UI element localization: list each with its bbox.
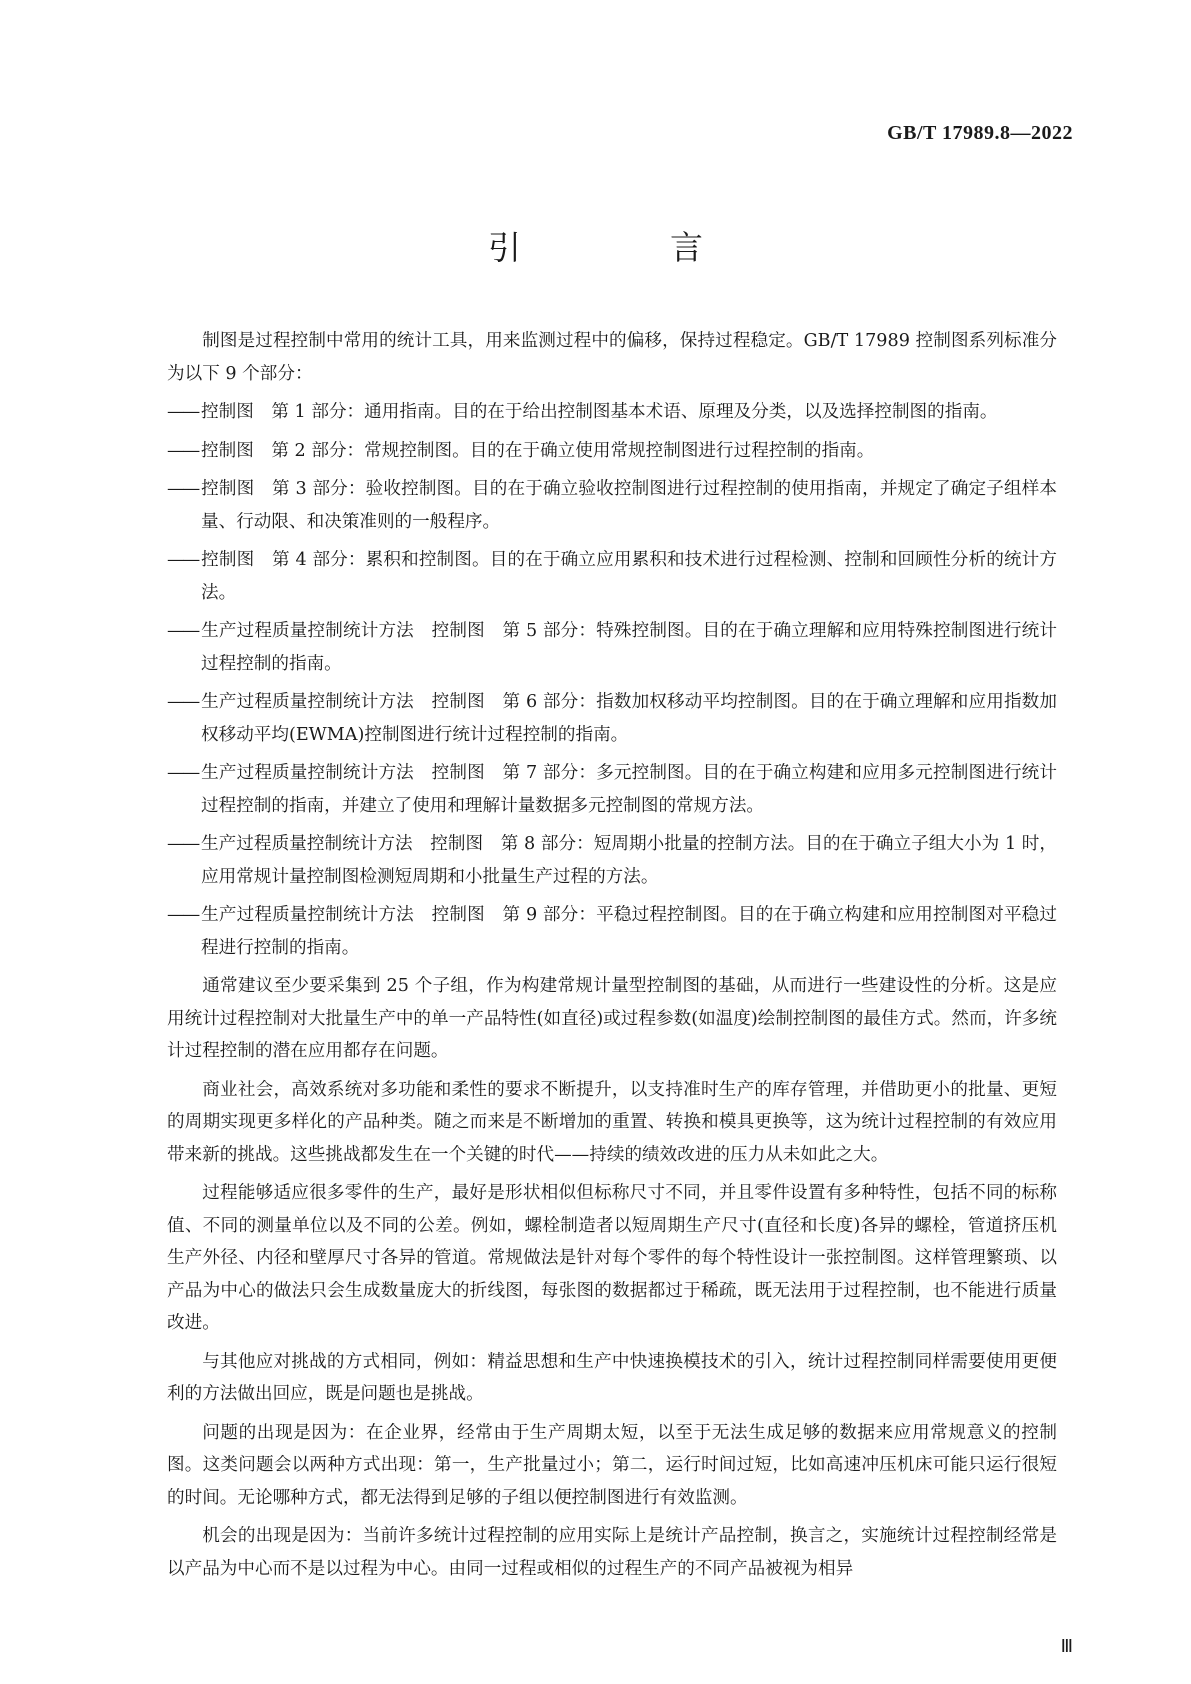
dash-marker: —— xyxy=(167,479,199,499)
dash-marker: —— xyxy=(167,550,199,570)
body-paragraph: 机会的出现是因为：当前许多统计过程控制的应用实际上是统计产品控制，换言之，实施统计过程控制经常是以产品为中心而不是以过程为中心。由同一过程或相似的过程生产的不同产品被视为相异 xyxy=(167,1526,1057,1579)
list-item: —— 控制图 第 4 部分：累积和控制图。目的在于确立应用累积和技术进行过程检测、控制和回顾性分析的统计方法。 xyxy=(167,544,1057,609)
list-item: —— 生产过程质量控制统计方法 控制图 第 8 部分：短周期小批量的控制方法。目的在于确立子组大小为 1 时，应用常规计量控制图检测短周期和小批量生产过程的方法。 xyxy=(167,828,1057,893)
dash-marker: —— xyxy=(167,440,199,461)
intro-paragraph: 制图是过程控制中常用的统计工具，用来监测过程中的偏移，保持过程稳定。GB/T 17989 控制图系列标准分为以下 9 个部分： xyxy=(167,331,1057,384)
dash-marker: —— xyxy=(167,834,199,854)
body-paragraph: 过程能够适应很多零件的生产，最好是形状相似但标称尺寸不同，并且零件设置有多种特性，包括不同的标称值、不同的测量单位以及不同的公差。例如，螺栓制造者以短周期生产尺寸(直径和长度)各异的螺栓，管道挤压机生产外径、内径和壁厚尺寸各异的管道。常规做法是针对每个零件的每个特性设计一张控制图。这样管理繁琐、以产品为中心的做法只会生成数量庞大的折线图，每张图的数据都过于稀疏，既无法用于过程控制，也不能进行质量改进。 xyxy=(167,1183,1057,1333)
body-paragraph: 通常建议至少要采集到 25 个子组，作为构建常规计量型控制图的基础，从而进行一些建设性的分析。这是应用统计过程控制对大批量生产中的单一产品特性(如直径)或过程参数(如温度)绘制控制图的最佳方式。然而，许多统计过程控制的潜在应用都存在问题。 xyxy=(167,976,1057,1061)
dash-marker: —— xyxy=(167,905,199,925)
list-item: —— 控制图 第 2 部分：常规控制图。目的在于确立使用常规控制图进行过程控制的指南。 xyxy=(167,435,1057,468)
page-title: 引 言 xyxy=(488,228,761,267)
dash-marker: —— xyxy=(167,763,199,783)
dash-marker: —— xyxy=(167,692,199,712)
parts-list xyxy=(167,396,1057,964)
page-number: Ⅲ xyxy=(1060,1636,1073,1656)
document-body xyxy=(167,325,1057,1591)
body-paragraph: 与其他应对挑战的方式相同，例如：精益思想和生产中快速换模技术的引入，统计过程控制同样需要使用更便利的方法做出回应，既是问题也是挑战。 xyxy=(167,1351,1057,1404)
body-paragraph: 问题的出现是因为：在企业界，经常由于生产周期太短，以至于无法生成足够的数据来应用常规意义的控制图。这类问题会以两种方式出现：第一，生产批量过小；第二，运行时间过短，比如高速冲压机床可能只运行很短的时间。无论哪种方式，都无法得到足够的子组以便控制图进行有效监测。 xyxy=(167,1422,1057,1508)
list-item: —— 生产过程质量控制统计方法 控制图 第 6 部分：指数加权移动平均控制图。目的在于确立理解和应用指数加权移动平均(EWMA)控制图进行统计过程控制的指南。 xyxy=(167,686,1057,751)
dash-marker: —— xyxy=(167,621,199,641)
list-item: —— 生产过程质量控制统计方法 控制图 第 5 部分：特殊控制图。目的在于确立理解和应用特殊控制图进行统计过程控制的指南。 xyxy=(167,615,1057,680)
standard-code: GB/T 17989.8—2022 xyxy=(887,122,1073,144)
list-item: —— 控制图 第 3 部分：验收控制图。目的在于确立验收控制图进行过程控制的使用指南，并规定了确定子组样本量、行动限、和决策准则的一般程序。 xyxy=(167,473,1057,538)
dash-marker: —— xyxy=(167,402,199,422)
body-paragraph: 商业社会，高效系统对多功能和柔性的要求不断提升，以支持准时生产的库存管理，并借助更小的批量、更短的周期实现更多样化的产品种类。随之而来是不断增加的重置、转换和模具更换等，这为统计过程控制的有效应用带来新的挑战。这些挑战都发生在一个关键的时代——持续的绩效改进的压力从未如此之大。 xyxy=(167,1079,1057,1165)
list-item: —— 控制图 第 1 部分：通用指南。目的在于给出控制图基本术语、原理及分类，以及选择控制图的指南。 xyxy=(167,396,1057,429)
list-item: —— 生产过程质量控制统计方法 控制图 第 9 部分：平稳过程控制图。目的在于确立构建和应用控制图对平稳过程进行控制的指南。 xyxy=(167,899,1057,964)
list-item: —— 生产过程质量控制统计方法 控制图 第 7 部分：多元控制图。目的在于确立构建和应用多元控制图进行统计过程控制的指南，并建立了使用和理解计量数据多元控制图的常规方法。 xyxy=(167,757,1057,822)
